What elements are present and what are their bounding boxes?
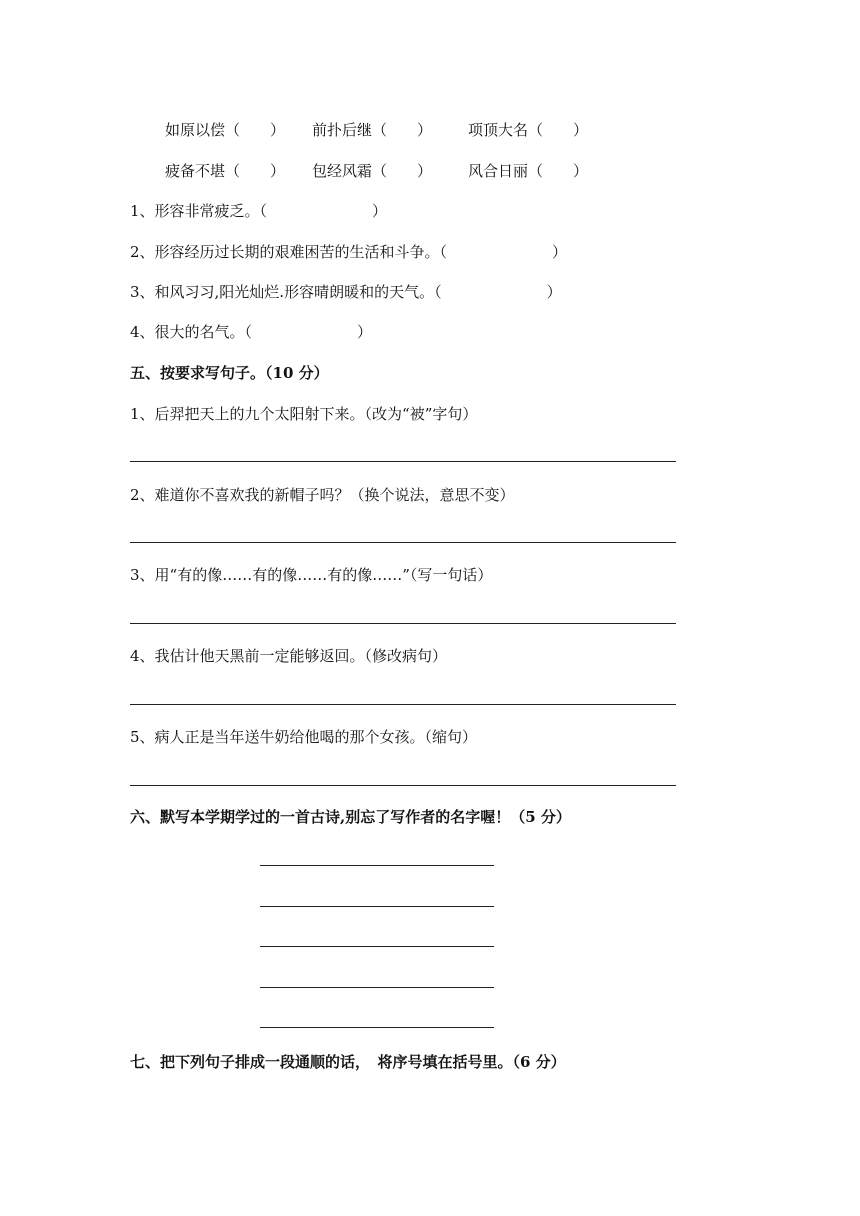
question-item: 4、我估计他天黑前一定能够返回。（修改病句） bbox=[130, 647, 448, 665]
answer-line[interactable] bbox=[130, 704, 676, 705]
idiom-item: 项顶大名（ ） bbox=[468, 121, 589, 139]
section-6-title: 六、默写本学期学过的一首古诗,别忘了写作者的名字喔！（5 分） bbox=[130, 808, 571, 826]
idiom-item: 如原以偿（ ） bbox=[165, 121, 286, 139]
poem-line[interactable] bbox=[260, 865, 494, 866]
poem-line[interactable] bbox=[260, 946, 494, 947]
poem-line[interactable] bbox=[260, 987, 494, 988]
question-item: 3、用“有的像……有的像……有的像……”（写一句话） bbox=[130, 566, 493, 584]
answer-line[interactable] bbox=[130, 542, 676, 543]
question-item: 5、病人正是当年送牛奶给他喝的那个女孩。（缩句） bbox=[130, 728, 478, 746]
idiom-item: 风合日丽（ ） bbox=[468, 162, 589, 180]
answer-line[interactable] bbox=[130, 785, 676, 786]
section-7-title: 七、把下列句子排成一段通顺的话， 将序号填在括号里。（6 分） bbox=[130, 1053, 566, 1071]
idiom-item: 前扑后继（ ） bbox=[312, 121, 433, 139]
idiom-item: 疲备不堪（ ） bbox=[165, 162, 286, 180]
answer-line[interactable] bbox=[130, 623, 676, 624]
section-5-title: 五、按要求写句子。（10 分） bbox=[130, 364, 329, 382]
poem-line[interactable] bbox=[260, 906, 494, 907]
definition-item: 3、和风习习,阳光灿烂.形容晴朗暖和的天气。（ ） bbox=[130, 283, 562, 301]
definition-item: 1、形容非常疲乏。（ ） bbox=[130, 202, 388, 220]
definition-item: 2、形容经历过长期的艰难困苦的生活和斗争。（ ） bbox=[130, 243, 568, 261]
definition-item: 4、很大的名气。（ ） bbox=[130, 323, 373, 341]
question-item: 1、后羿把天上的九个太阳射下来。（改为“被”字句） bbox=[130, 405, 478, 423]
idiom-item: 包经风霜（ ） bbox=[312, 162, 433, 180]
answer-line[interactable] bbox=[130, 461, 676, 462]
question-item: 2、难道你不喜欢我的新帽子吗？（换个说法，意思不变） bbox=[130, 486, 515, 504]
poem-line[interactable] bbox=[260, 1027, 494, 1028]
